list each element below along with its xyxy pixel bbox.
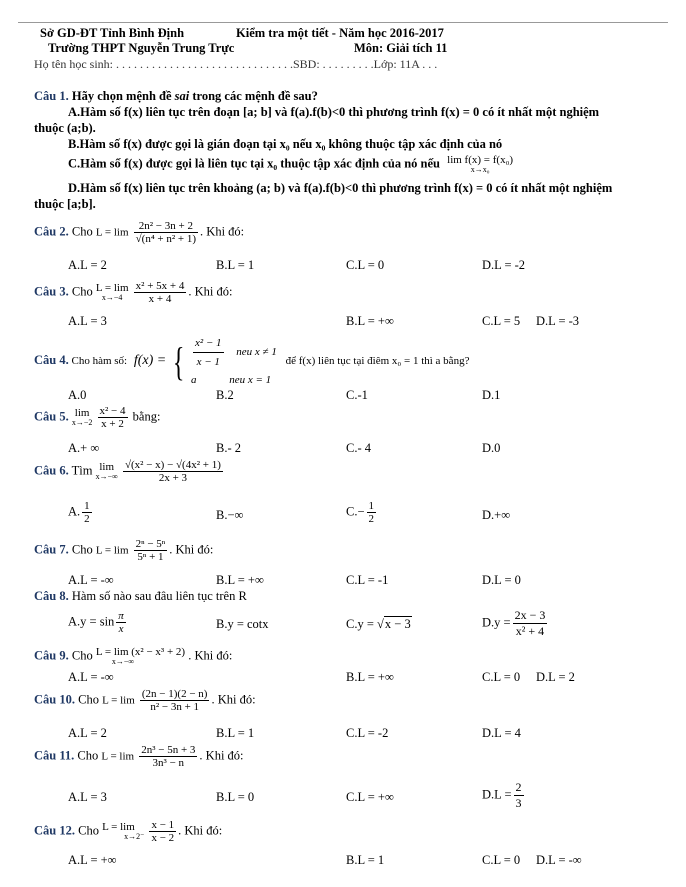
q8-option-a[interactable]: A.y = sin $\frac{\pi}{x}$	[68, 610, 124, 635]
q10-option-a[interactable]: A.L = 2	[68, 726, 107, 740]
q4-option-b[interactable]: B.2	[216, 388, 234, 402]
q1-option-b[interactable]: B.Hàm số f(x) được gọi là gián đoạn tại x₀ nếu x₀ không thuộc tập xác định của nó	[68, 137, 503, 151]
q12-option-a[interactable]: A.L = +∞	[68, 853, 117, 867]
q8-option-c[interactable]: C.y = √x − 3	[346, 617, 411, 631]
q6-option-a[interactable]: A. $\frac{1}{2}$	[68, 500, 90, 525]
q3-option-d[interactable]: D.L = -3	[536, 314, 580, 328]
q5-option-b[interactable]: B.- 2	[216, 441, 241, 455]
top-rule	[18, 22, 668, 23]
q11-option-b[interactable]: B.L = 0	[216, 790, 255, 804]
q5-option-d[interactable]: D.0	[482, 441, 501, 455]
question-8-stem: Câu 8. Hàm số nào sau đâu liên tục trên R	[34, 589, 247, 603]
question-1-stem	[34, 89, 318, 104]
exam-title: Kiểm tra một tiết - Năm học 2016-2017	[236, 26, 444, 40]
question-5-stem: Câu 5. lim x→−2 $\frac{\text{x² − 4}}{x + 2}$ bằng:	[34, 405, 161, 430]
q3-option-a[interactable]: A.L = 3	[68, 314, 107, 328]
q10-option-c[interactable]: C.L = -2	[346, 726, 389, 740]
q1-option-d-cont: thuộc [a;b].	[34, 197, 96, 211]
q5-option-c[interactable]: C.- 4	[346, 441, 371, 455]
question-6-stem: Câu 6. Tìm lim x→−∞ $\frac{\text{√(x² − x) − √(4x² + 1)}}{2x + 3}$	[34, 459, 221, 484]
question-3-stem: Câu 3. Cho L = lim x→−4 $\frac{\text{x² + 5x + 4}}{x + 4}$ . Khi đó:	[34, 280, 233, 305]
q5-option-a[interactable]: A.+ ∞	[68, 441, 100, 455]
student-info-line: Họ tên học sinh: . . . . . . . . . . . . . . . . . . . . . . . . . . . . . .SBD: . . . . . . . . .Lớp: 11A . . .	[34, 57, 438, 71]
question-7-stem: Câu 7. Cho L = lim $\frac{\text{2ⁿ − 5ⁿ}}{\text{5ⁿ + 1}}$ . Khi đó:	[34, 538, 214, 563]
q4-option-d[interactable]: D.1	[482, 388, 501, 402]
q1-option-d[interactable]: D.Hàm số f(x) liên tục trên khoảng (a; b) và f(a).f(b)<0 thì phương trình f(x) = 0 có ít nhất một nghiệm	[68, 181, 613, 195]
q2-option-d[interactable]: D.L = -2	[482, 258, 526, 272]
q9-option-b[interactable]: B.L = +∞	[346, 670, 394, 684]
q6-option-b[interactable]: B.−∞	[216, 508, 244, 522]
q11-option-a[interactable]: A.L = 3	[68, 790, 107, 804]
q1-option-a-cont: thuộc (a;b).	[34, 121, 96, 135]
q10-option-b[interactable]: B.L = 1	[216, 726, 255, 740]
q7-option-b[interactable]: B.L = +∞	[216, 573, 264, 587]
q7-option-d[interactable]: D.L = 0	[482, 573, 521, 587]
question-12-stem: Câu 12. Cho L = lim x→2⁻ $\frac{x - 1}{x - 2}$ . Khi đó:	[34, 819, 223, 844]
question-10-stem: Câu 10. Cho L = lim $\frac{(2n - 1)(2 - n)}{\text{n² − 3n + 1}}$ . Khi đó:	[34, 688, 256, 713]
q2-option-b[interactable]: B.L = 1	[216, 258, 255, 272]
q1-option-c[interactable]: C.Hàm số f(x) được gọi là liên tục tại x₀ thuộc tập xác định của nó nếu lim f(x) = f(x₀) x→x₀	[68, 154, 514, 174]
q6-option-d[interactable]: D.+∞	[482, 508, 511, 522]
q9-option-a[interactable]: A.L = -∞	[68, 670, 114, 684]
q12-option-c[interactable]: C.L = 0	[482, 853, 521, 867]
question-11-stem: Câu 11. Cho L = lim $\frac{\text{2n³ − 5n + 3}}{\text{3n³ − n}}$ . Khi đó:	[34, 744, 244, 769]
q12-option-d[interactable]: D.L = -∞	[536, 853, 582, 867]
q6-option-c[interactable]: C.− $\frac{1}{2}$	[346, 500, 375, 525]
subject-name: Môn: Giải tích 11	[354, 41, 448, 55]
q4-option-a[interactable]: A.0	[68, 388, 87, 402]
q3-option-b[interactable]: B.L = +∞	[346, 314, 394, 328]
q11-option-d[interactable]: D.L = $\frac{2}{3}$	[482, 780, 522, 810]
stem-emph: sai	[174, 89, 190, 103]
q1-option-a[interactable]: A.Hàm số f(x) liên tục trên đoạn [a; b] và f(a).f(b)<0 thì phương trình f(x) = 0 có ít nhất một nghiệm	[68, 105, 600, 119]
q9-option-c[interactable]: C.L = 0	[482, 670, 521, 684]
dept-name: Sở GD-ĐT Tỉnh Bình Định	[40, 26, 185, 40]
q7-option-a[interactable]: A.L = -∞	[68, 573, 114, 587]
question-4-stem: Câu 4. Cho hàm số: f(x) = { $\frac{\text{x² − 1}}{x - 1}$ neu x ≠ 1 a neu x = 1 để f(x) liên tục tại điêm x₀ = 1 thì a bằng?	[34, 334, 469, 389]
q2-option-a[interactable]: A.L = 2	[68, 258, 107, 272]
q2-option-c[interactable]: C.L = 0	[346, 258, 385, 272]
stem-text: trong các mệnh đề sau?	[189, 89, 318, 103]
q9-option-d[interactable]: D.L = 2	[536, 670, 575, 684]
school-name: Trường THPT Nguyễn Trung Trực	[48, 41, 235, 55]
q8-option-b[interactable]: B.y = cotx	[216, 617, 269, 631]
q3-option-c[interactable]: C.L = 5	[482, 314, 521, 328]
question-2-stem: Câu 2. Cho L = lim $\frac{\text{2n² − 3n + 2}}{\text{√(n⁴ + n² + 1)}}$ . Khi đó:	[34, 220, 245, 245]
q7-option-c[interactable]: C.L = -1	[346, 573, 389, 587]
stem-text: Hãy chọn mệnh đề	[71, 89, 175, 103]
q12-option-b[interactable]: B.L = 1	[346, 853, 385, 867]
q10-option-d[interactable]: D.L = 4	[482, 726, 521, 740]
q8-option-d[interactable]: D.y = $\frac{2x - 3}{\text{x² + 4}}$	[482, 608, 546, 638]
limit-expr: lim f(x) = f(x₀) x→x₀	[447, 154, 514, 174]
question-label: Câu 1.	[34, 89, 69, 103]
q4-option-c[interactable]: C.-1	[346, 388, 368, 402]
q11-option-c[interactable]: C.L = +∞	[346, 790, 394, 804]
question-9-stem: Câu 9. Cho L = lim (x² − x³ + 2) x→−∞ . Khi đó:	[34, 646, 233, 666]
